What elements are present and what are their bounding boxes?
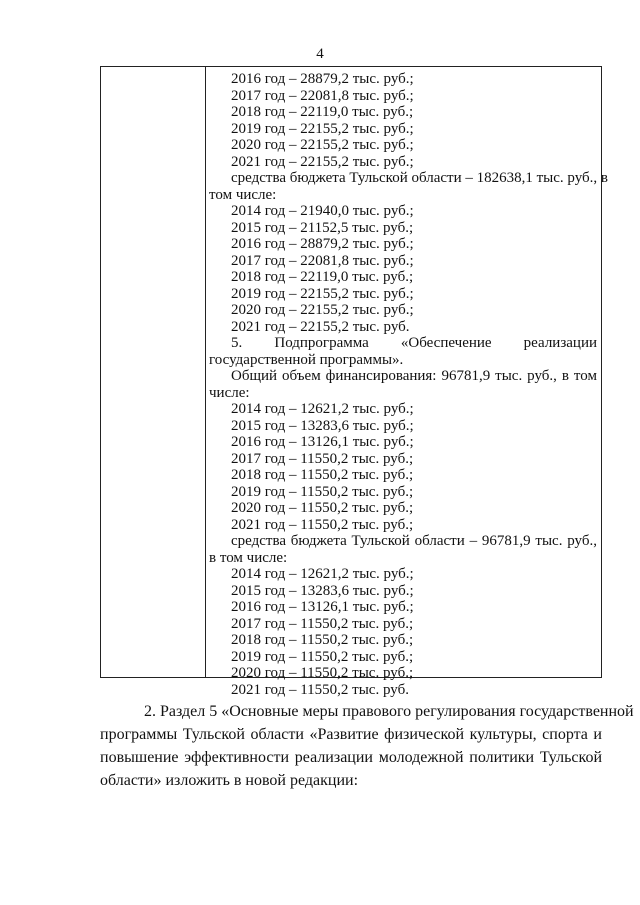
table-line: 2016 год – 28879,2 тыс. руб.; <box>231 71 414 87</box>
table-line: 2018 год – 22119,0 тыс. руб.; <box>231 104 414 120</box>
paragraph-line: области» изложить в новой редакции: <box>100 772 359 789</box>
table-column-divider <box>205 67 206 677</box>
table-line: 2020 год – 22155,2 тыс. руб.; <box>231 302 414 318</box>
table-line: 2014 год – 21940,0 тыс. руб.; <box>231 203 414 219</box>
table-line: Общий объем финансирования: 96781,9 тыс. руб., в том <box>231 368 597 384</box>
table-line: 2020 год – 22155,2 тыс. руб.; <box>231 137 414 153</box>
table-line: 2017 год – 11550,2 тыс. руб.; <box>231 450 414 467</box>
table-line: том числе: <box>209 186 277 203</box>
table-line: 2019 год – 11550,2 тыс. руб.; <box>231 483 414 500</box>
table-line: 2021 год – 22155,2 тыс. руб. <box>231 318 410 335</box>
table-line: 2018 год – 11550,2 тыс. руб.; <box>231 467 414 483</box>
table-line: 2014 год – 12621,2 тыс. руб.; <box>231 566 414 582</box>
table-line: 2017 год – 22081,8 тыс. руб.; <box>231 87 414 104</box>
table-line: 2021 год – 11550,2 тыс. руб.; <box>231 516 414 533</box>
table-line: 2021 год – 11550,2 тыс. руб. <box>231 681 409 698</box>
table-line: 2018 год – 22119,0 тыс. руб.; <box>231 269 414 285</box>
table-line: средства бюджета Тульской области – 182638,1 тыс. руб., в <box>231 170 608 186</box>
table-line: 2014 год – 12621,2 тыс. руб.; <box>231 401 414 417</box>
table-line: государственной программы». <box>209 351 404 368</box>
table-line: 2017 год – 11550,2 тыс. руб.; <box>231 615 414 632</box>
table-line: 2016 год – 28879,2 тыс. руб.; <box>231 236 414 252</box>
table-line: 2015 год – 13283,6 тыс. руб.; <box>231 417 414 434</box>
table-content-cell <box>209 71 608 698</box>
amendment-paragraph <box>100 700 634 792</box>
paragraph-line: программы Тульской области «Развитие физической культуры, спорта и <box>100 726 602 743</box>
table-line: средства бюджета Тульской области – 96781,9 тыс. руб., <box>231 533 597 549</box>
table-line: 2016 год – 13126,1 тыс. руб.; <box>231 599 414 615</box>
table-line: 2017 год – 22081,8 тыс. руб.; <box>231 252 414 269</box>
paragraph-line: повышение эффективности реализации молодежной политики Тульской <box>100 749 602 766</box>
table-line: в том числе: <box>209 549 288 566</box>
table-line: 2019 год – 22155,2 тыс. руб.; <box>231 285 414 302</box>
table-line: 2020 год – 11550,2 тыс. руб.; <box>231 500 414 516</box>
table-line: 2015 год – 21152,5 тыс. руб.; <box>231 219 414 236</box>
table-line: 2016 год – 13126,1 тыс. руб.; <box>231 434 414 450</box>
table-line: 5. Подпрограмма «Обеспечение реализации <box>231 335 597 351</box>
paragraph-line: 2. Раздел 5 «Основные меры правового регулирования государственной <box>144 703 634 720</box>
table-line: 2018 год – 11550,2 тыс. руб.; <box>231 632 414 648</box>
table-line: 2021 год – 22155,2 тыс. руб.; <box>231 153 414 170</box>
financing-table <box>100 66 608 698</box>
page-number: 4 <box>316 46 324 62</box>
table-line: числе: <box>209 384 250 401</box>
table-line: 2019 год – 22155,2 тыс. руб.; <box>231 120 414 137</box>
table-line: 2015 год – 13283,6 тыс. руб.; <box>231 582 414 599</box>
table-line: 2019 год – 11550,2 тыс. руб.; <box>231 648 414 665</box>
table-line: 2020 год – 11550,2 тыс. руб.; <box>231 665 414 681</box>
